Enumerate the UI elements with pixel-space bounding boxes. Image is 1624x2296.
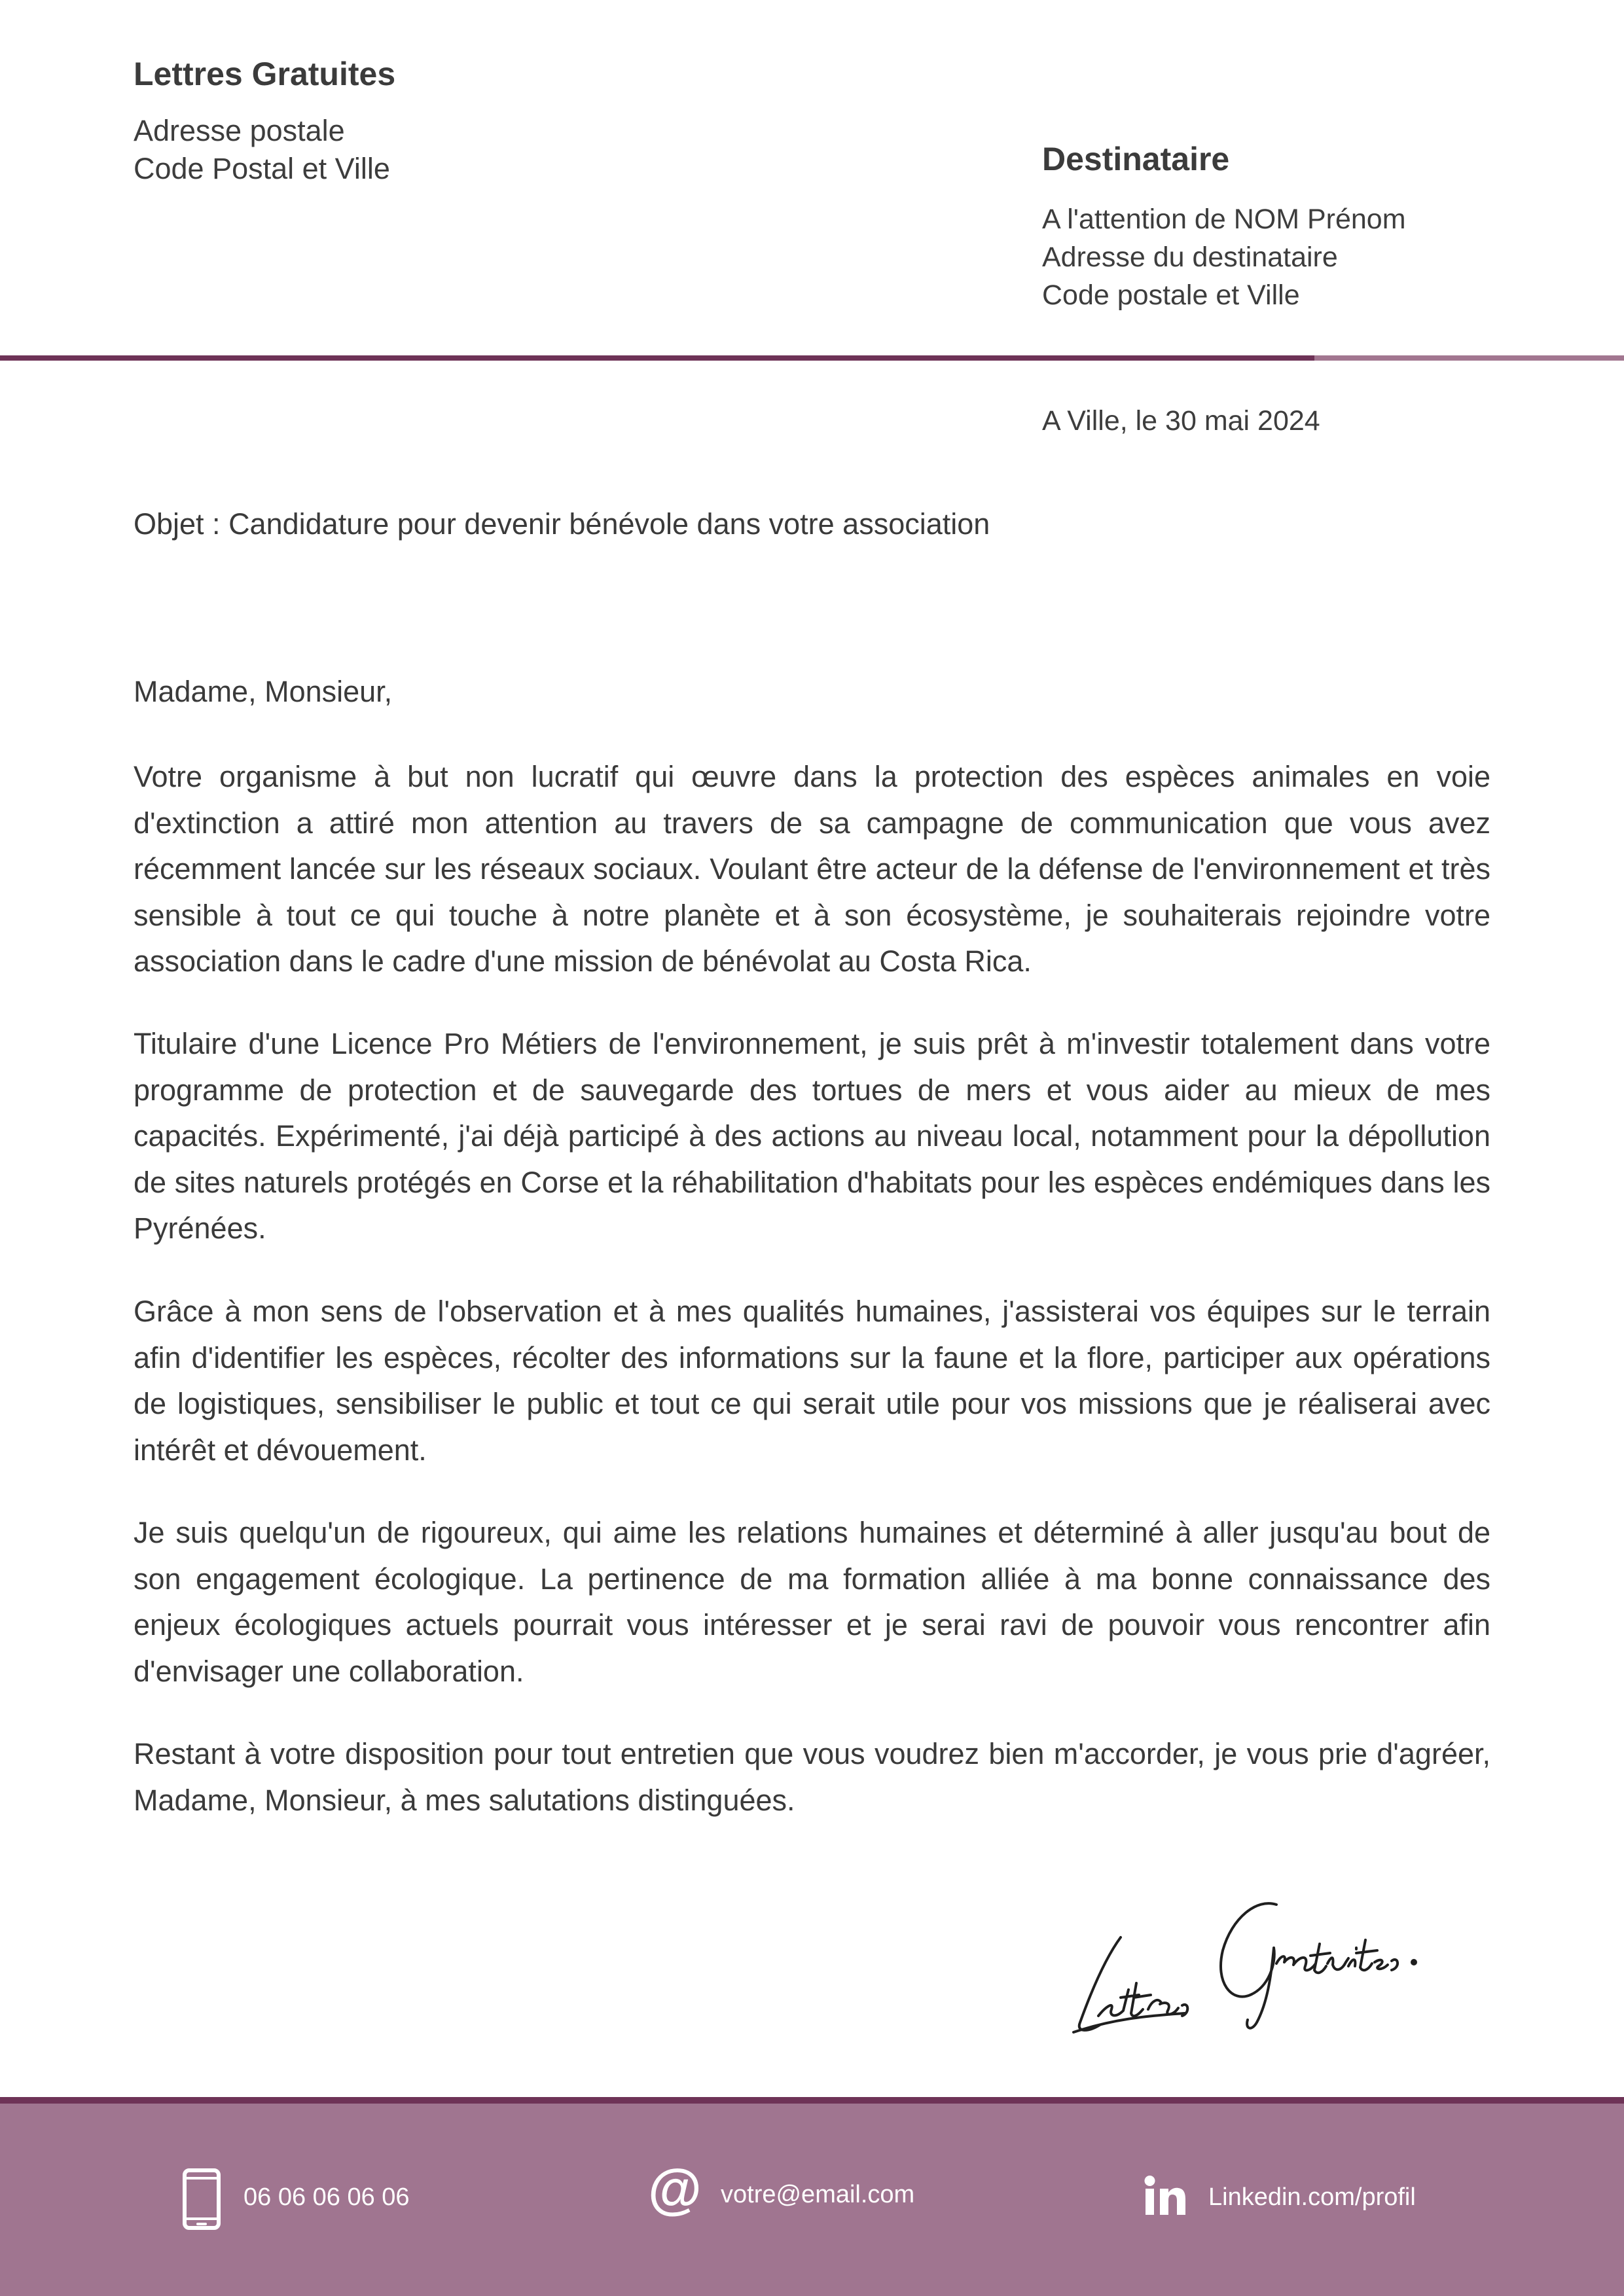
footer-rule [0,2097,1624,2104]
linkedin-icon [1144,2176,1186,2215]
header-divider [0,355,1314,361]
footer-linkedin[interactable]: Linkedin.com/profil [1208,2183,1416,2211]
sender-address: Adresse postale [134,114,345,147]
footer [0,2104,1624,2296]
signature [1060,1885,1453,2055]
body-paragraph: Grâce à mon sens de l'observation et à mes qualités humaines, j'assisterai vos équipes sur le terrain afin d'identifier les espèces, récolter des informations sur la faune et la flore, participer aux opérations de logistiques, sensibiliser le public et tout ce qui serait utile pour vos missions que je réaliserai avec intérêt et dévouement. [134,1295,1490,1467]
letter-date: A Ville, le 30 mai 2024 [1042,405,1320,437]
letter-subject: Objet : Candidature pour devenir bénévole dans votre association [134,507,990,541]
recipient-city: Code postale et Ville [1042,279,1300,311]
recipient-attention: A l'attention de NOM Prénom [1042,204,1406,235]
sender-name: Lettres Gratuites [134,56,396,92]
footer-email[interactable]: votre@email.com [721,2181,915,2208]
letter-salutation: Madame, Monsieur, [134,675,393,708]
sender-city: Code Postal et Ville [134,152,390,185]
header-divider-accent [1314,355,1624,361]
recipient-address: Adresse du destinataire [1042,242,1338,273]
body-paragraph: Restant à votre disposition pour tout entretien que vous voudrez bien m'accorder, je vous prie d'agréer, Madame, Monsieur, à mes salutations distinguées. [134,1737,1490,1817]
footer-phone[interactable]: 06 06 06 06 06 [244,2183,410,2211]
body-paragraph: Je suis quelqu'un de rigoureux, qui aime les relations humaines et déterminé à aller jusqu'au bout de son engagement écologique. La pertinence de ma formation alliée à ma bonne connaissance des enjeux écologiques actuels pourrait vous intéresser et je serai ravi de pouvoir vous rencontrer afin d'envisager une collaboration. [134,1516,1490,1688]
recipient-title: Destinataire [1042,141,1230,177]
phone-icon [182,2168,221,2231]
body-paragraph: Votre organisme à but non lucratif qui œuvre dans la protection des espèces animales en voie d'extinction a attiré mon attention au travers de sa campagne de communication que vous avez récemment lancée sur les réseaux sociaux. Voulant être acteur de la défense de l'environnement et très sensible à tout ce qui touche à notre planète et à son écosystème, je souhaiterais rejoindre votre association dans le cadre d'une mission de bénévolat au Costa Rica. [134,760,1490,978]
at-icon: @ [648,2158,702,2219]
body-paragraph: Titulaire d'une Licence Pro Métiers de l'environnement, je suis prêt à m'investir totalement dans votre programme de protection et de sauvegarde des tortues de mers et vous aider au mieux de mes capacités. Expérimenté, j'ai déjà participé à des actions au niveau local, notamment pour la dépollution de sites naturels protégés en Corse et la réhabilitation d'habitats pour les espèces endémiques dans les Pyrénées. [134,1027,1490,1245]
